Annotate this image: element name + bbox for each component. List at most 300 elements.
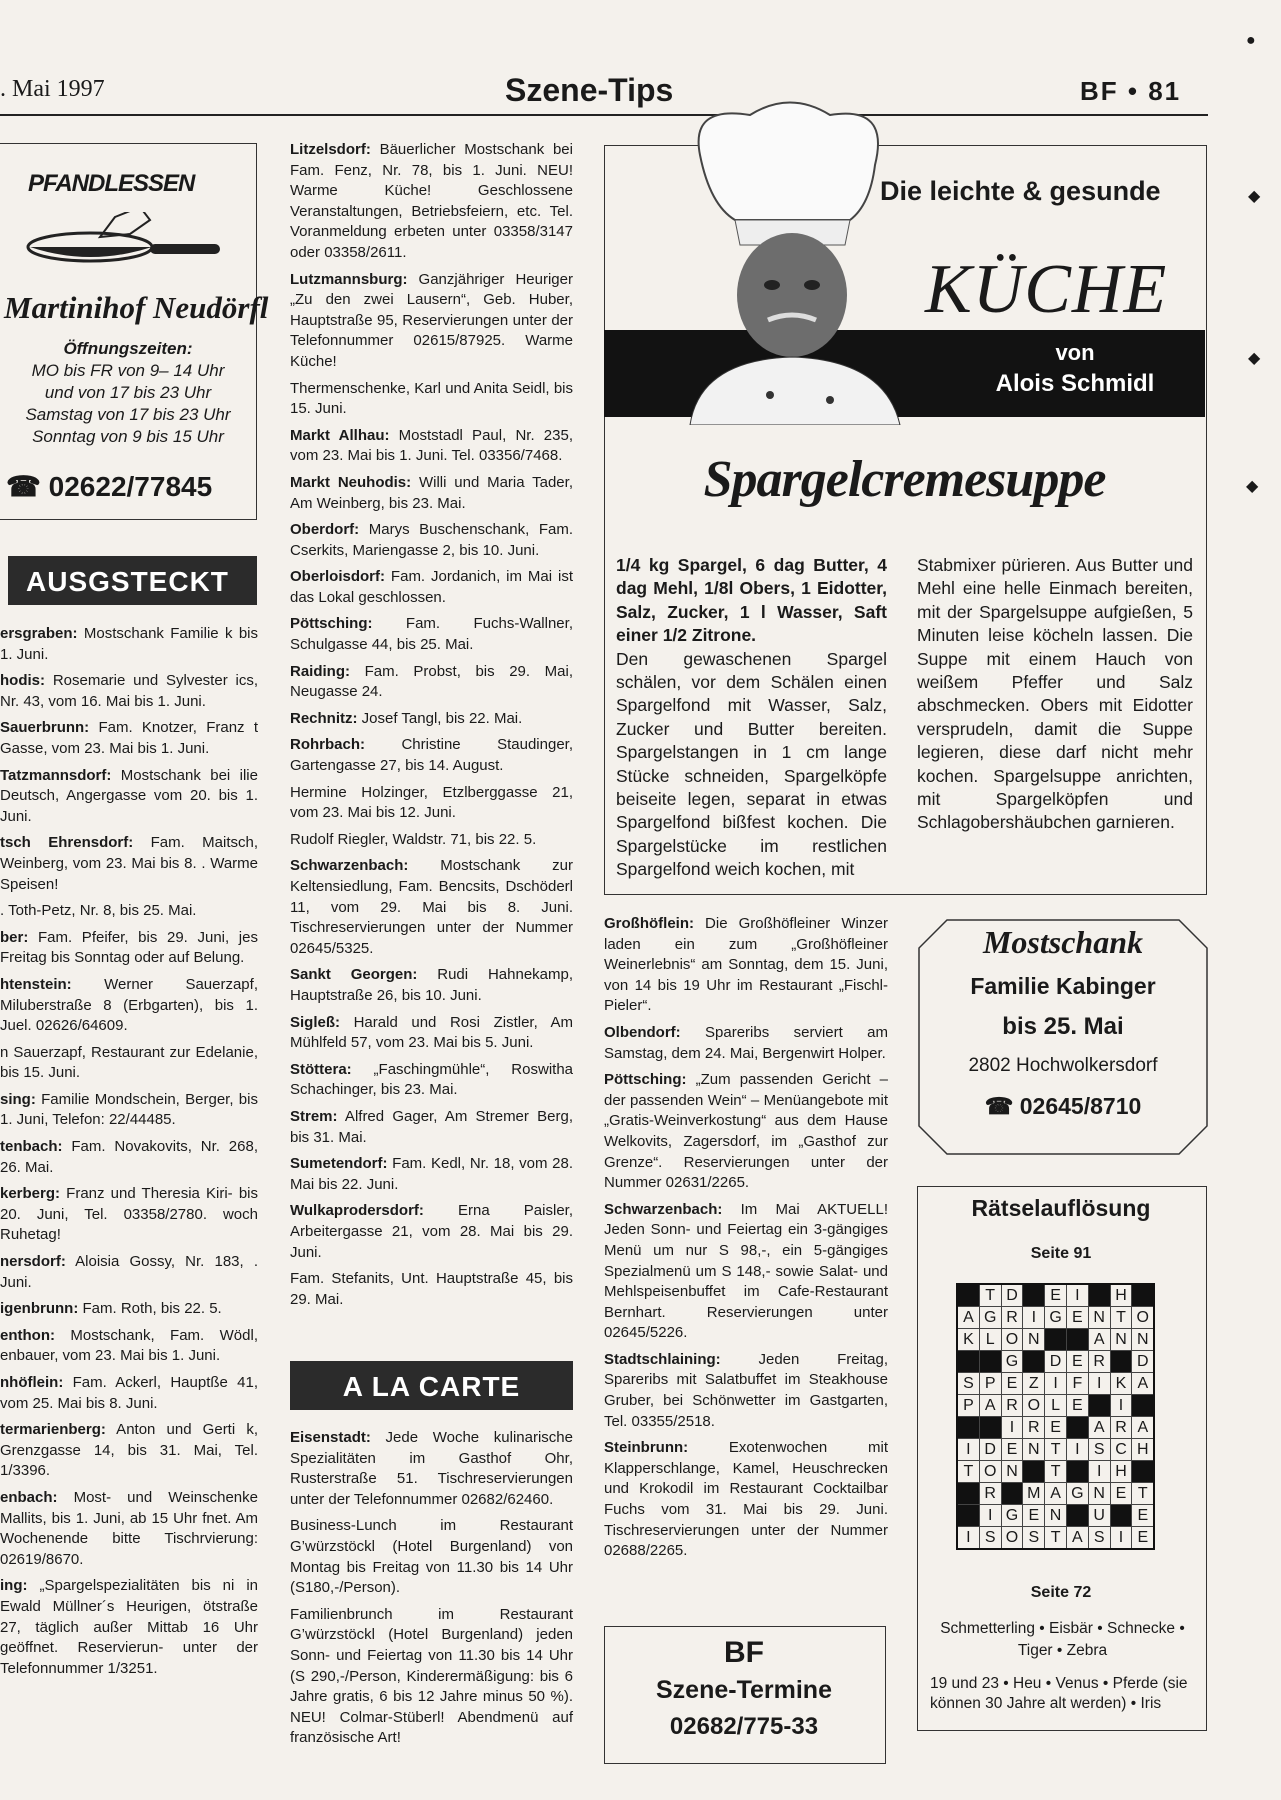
- listing-place: sing:: [0, 1090, 36, 1108]
- crossword-cell: M: [1023, 1483, 1045, 1505]
- listing-place: ber:: [0, 928, 29, 946]
- section-title: Szene-Tips: [505, 72, 674, 108]
- listing-place: Markt Allhau:: [290, 426, 390, 444]
- listing-text: Fam. Pfeifer, bis 29. Juni, jes Freitag bis Sonntag oder auf Belung.: [0, 928, 258, 967]
- puzzle-page-ref: Seite 91: [1030, 1245, 1092, 1262]
- listing-place: nersdorf:: [0, 1253, 66, 1271]
- listing-text: Business-Lunch im Restaurant G’würzstöckl (Hotel Burgenland) von Montag bis Freitag von 11.30 bis 14 Uhr (S180,-/Person).: [290, 1517, 573, 1597]
- mostschank-place: 2802 Hochwolkersdorf: [968, 1055, 1158, 1076]
- listing-text: Fam. Ackerl, Hauptße 41, vom 25. Mai bis 8. Juni.: [0, 1374, 258, 1412]
- punch-mark: ●: [1246, 32, 1256, 49]
- crossword-cell: D: [1001, 1284, 1023, 1307]
- listing-entry: [290, 379, 573, 420]
- hours-line: und von 17 bis 23 Uhr: [44, 383, 212, 402]
- crossword-cell: A: [1088, 1329, 1110, 1351]
- alacarte-list-continued: [604, 914, 888, 1568]
- crossword-black-cell: [1023, 1461, 1045, 1483]
- puzzle-answer-2: 19 und 23 • Heu • Venus • Pferde (sie können 30 Jahre alt werden) • Iris: [930, 1675, 1188, 1712]
- listing-place: Steinbrunn:: [604, 1439, 689, 1457]
- puzzle-answer-1: Schmetterling • Eisbär • Schnecke • Tiger • Zebra: [940, 1620, 1185, 1659]
- crossword-cell: T: [1110, 1307, 1132, 1329]
- listing-entry: [0, 1299, 258, 1320]
- listing-entry: [290, 270, 573, 373]
- listing-entry: [290, 614, 573, 655]
- crossword-cell: R: [1110, 1417, 1132, 1439]
- recipe-author: Alois Schmidl: [995, 370, 1155, 397]
- crossword-cell: H: [1110, 1284, 1132, 1307]
- crossword-cell: N: [1001, 1461, 1023, 1483]
- crossword-cell: E: [1066, 1395, 1088, 1417]
- crossword-row: [957, 1373, 1154, 1395]
- listing-entry: [290, 473, 573, 514]
- crossword-cell: T: [1045, 1439, 1067, 1461]
- listing-text: Thermenschenke, Karl und Anita Seidl, bis 15. Juni.: [290, 379, 573, 418]
- listing-text: Ganzjähriger Heuriger „Zu den zwei Lausern“, Geb. Huber, Hauptstraße 95, Reservierungen unter der Telefonnummer 02615/87925. Warme Küche!: [290, 270, 573, 370]
- crossword-cell: E: [1132, 1527, 1154, 1550]
- puzzle-solution-title: Rätselauflösung: [971, 1195, 1151, 1221]
- listing-place: Sumetendorf:: [290, 1155, 388, 1173]
- szene-termine-phone: 02682/775-33: [669, 1713, 819, 1740]
- crossword-black-cell: [1132, 1284, 1154, 1307]
- crossword-cell: C: [1110, 1439, 1132, 1461]
- mostschank-title: Mostschank: [982, 924, 1144, 960]
- listing-place: Wulkaprodersdorf:: [290, 1202, 424, 1220]
- crossword-cell: A: [1088, 1417, 1110, 1439]
- listing-entry: [290, 965, 573, 1006]
- crossword-cell: O: [1023, 1395, 1045, 1417]
- telephone-icon: ☎: [984, 1093, 1020, 1119]
- ausgsteckt-heading: AUSGSTECKT: [8, 556, 257, 605]
- listing-text: . Toth-Petz, Nr. 8, bis 25. Mai.: [0, 902, 197, 920]
- listing-place: Markt Neuhodis:: [290, 473, 412, 491]
- crossword-cell: I: [1066, 1284, 1088, 1307]
- bf-logo: BF: [724, 1636, 764, 1669]
- listing-text: Die Großhöfleiner Winzer laden ein zum „Großhöfleiner Weinerlebnis“ am Sonntag, dem 15. Juni, von 14 bis 19 Uhr im Restaurant „Fischl-Pieler“.: [604, 915, 888, 1015]
- crossword-cell: E: [1001, 1439, 1023, 1461]
- listing-entry: [290, 1107, 573, 1148]
- crossword-cell: T: [979, 1284, 1001, 1307]
- crossword-cell: G: [979, 1307, 1001, 1329]
- crossword-cell: T: [1045, 1461, 1067, 1483]
- crossword-cell: K: [1110, 1373, 1132, 1395]
- listing-entry: [0, 1373, 258, 1414]
- telephone-icon: ☎: [6, 471, 49, 502]
- crossword-cell: P: [979, 1373, 1001, 1395]
- listing-entry: [290, 735, 573, 776]
- puzzle-page-ref-2: Seite 72: [1030, 1584, 1092, 1601]
- listing-text: Familie Mondschein, Berger, bis 1. Juni, Telefon: 22/44485.: [0, 1090, 258, 1129]
- crossword-cell: L: [979, 1329, 1001, 1351]
- listing-entry: [290, 567, 573, 608]
- listing-place: Olbendorf:: [604, 1023, 681, 1041]
- hours-line: MO bis FR von 9– 14 Uhr: [31, 361, 225, 380]
- listing-entry: [0, 1043, 258, 1084]
- listing-entry: [290, 1605, 573, 1749]
- crossword-cell: E: [1066, 1307, 1088, 1329]
- crossword-cell: N: [1110, 1329, 1132, 1351]
- crossword-cell: D: [1045, 1351, 1067, 1373]
- listing-entry: [0, 1576, 258, 1679]
- listing-text: Aloisia Gossy, Nr. 183, . Juni.: [0, 1253, 258, 1291]
- crossword-cell: Z: [1023, 1373, 1045, 1395]
- crossword-cell: H: [1132, 1439, 1154, 1461]
- crossword-row: [957, 1351, 1154, 1373]
- recipe-series-title: KÜCHE: [925, 251, 1168, 328]
- listing-entry: [290, 1269, 573, 1310]
- crossword-cell: S: [957, 1373, 979, 1395]
- pfandlessen-ad: [0, 143, 257, 520]
- listing-place: Oberdorf:: [290, 521, 360, 539]
- crossword-row: [957, 1505, 1154, 1527]
- listing-text: Im Mai AKTUELL! Jeden Sonn- und Feiertag ein 3-gängiges Menü um nur S 98,-, ein 5-gängiges Spezialmenü um S 148,- sowie Salat- und Mehlspeisenbuffet im Cafe-Restaurant Bernhart. Reservierungen unter 02645/5226.: [604, 1200, 888, 1342]
- listing-text: Erna Paisler, Arbeitergasse 21, vom 28. Mai bis 29. Juni.: [290, 1202, 573, 1261]
- crossword-black-cell: [979, 1417, 1001, 1439]
- crossword-black-cell: [979, 1351, 1001, 1373]
- ausgsteckt-list-continued: [290, 140, 573, 1316]
- listing-entry: [604, 1350, 888, 1432]
- crossword-cell: A: [957, 1307, 979, 1329]
- crossword-cell: O: [1001, 1329, 1023, 1351]
- crossword-cell: N: [1045, 1505, 1067, 1527]
- alacarte-list: [290, 1428, 573, 1755]
- crossword-black-cell: [1110, 1351, 1132, 1373]
- listing-text: Exotenwochen mit Klapperschlange, Kamel, Heuschrecken und Krokodil im Restaurant Cocktailbar Fuchs vom 31. Mai bis 29. Juni. Tischreservierungen unter der Nummer 02688/2265.: [604, 1439, 888, 1560]
- listing-entry: [0, 671, 258, 712]
- listing-place: Sauerbrunn:: [0, 719, 90, 737]
- crossword-cell: E: [1045, 1284, 1067, 1307]
- crossword-row: [957, 1417, 1154, 1439]
- listing-place: ing:: [0, 1577, 28, 1595]
- listing-entry: [290, 1154, 573, 1195]
- crossword-black-cell: [1066, 1417, 1088, 1439]
- listing-place: Oberloisdorf:: [290, 568, 386, 586]
- szene-termine-title: Szene-Termine: [656, 1676, 832, 1704]
- crossword-cell: D: [979, 1439, 1001, 1461]
- listing-entry: [0, 766, 258, 828]
- listing-text: Moststadl Paul, Nr. 235, vom 23. Mai bis 1. Juni. Tel. 03356/7468.: [290, 426, 573, 465]
- header-rule: [0, 114, 1208, 116]
- listing-place: nhöflein:: [0, 1374, 64, 1391]
- crossword-cell: A: [1066, 1527, 1088, 1550]
- crossword-cell: T: [1132, 1483, 1154, 1505]
- crossword-cell: N: [1023, 1439, 1045, 1461]
- listing-text: Jeden Freitag, Spareribs mit Salatbuffet im Steakhouse Gruber, bei Schönwetter im Gastgarten, Tel. 03355/2518.: [604, 1350, 888, 1430]
- crossword-row: [957, 1439, 1154, 1461]
- ausgsteckt-list: [0, 624, 258, 1685]
- crossword-cell: E: [1001, 1373, 1023, 1395]
- crossword-cell: G: [1045, 1307, 1067, 1329]
- listing-place: htenstein:: [0, 975, 72, 993]
- listing-entry: [290, 662, 573, 703]
- crossword-cell: O: [1132, 1307, 1154, 1329]
- crossword-cell: S: [1023, 1527, 1045, 1550]
- listing-entry: [290, 1013, 573, 1054]
- listing-entry: [0, 624, 258, 665]
- crossword-cell: O: [979, 1461, 1001, 1483]
- crossword-cell: R: [1023, 1417, 1045, 1439]
- alacarte-heading: A LA CARTE: [290, 1361, 573, 1410]
- crossword-black-cell: [957, 1505, 979, 1527]
- listing-place: Schwarzenbach:: [290, 857, 409, 875]
- listing-place: Stöttera:: [290, 1060, 352, 1078]
- listing-text: Anton und Gerti k, Grenzgasse 14, bis 31. Mai, Tel. 1/3396.: [0, 1421, 258, 1480]
- mostschank-phone: [917, 1093, 1209, 1120]
- crossword-black-cell: [1023, 1351, 1045, 1373]
- listing-text: Mostschank, Fam. Wödl, enbauer, vom 23. Mai bis 1. Juni.: [0, 1326, 258, 1365]
- crossword-cell: D: [1132, 1351, 1154, 1373]
- listing-entry: [0, 1326, 258, 1367]
- listing-place: Großhöflein:: [604, 915, 694, 932]
- crossword-black-cell: [1132, 1461, 1154, 1483]
- listing-place: enthon:: [0, 1326, 55, 1344]
- crossword-cell: G: [1001, 1505, 1023, 1527]
- crossword-row: [957, 1527, 1154, 1550]
- listing-entry: [290, 856, 573, 959]
- listing-entry: [290, 1516, 573, 1598]
- opening-hours: [0, 338, 256, 448]
- crossword-cell: I: [957, 1527, 979, 1550]
- crossword-cell: R: [1001, 1395, 1023, 1417]
- listing-text: Mostschank bei ilie Deutsch, Angergasse vom 20. bis 1. Juni.: [0, 766, 258, 825]
- listing-place: Eisenstadt:: [290, 1429, 371, 1446]
- listing-place: Tatzmannsdorf:: [0, 766, 112, 784]
- crossword-grid: [956, 1283, 1155, 1550]
- crossword-row: [957, 1461, 1154, 1483]
- listing-entry: [604, 1070, 888, 1194]
- restaurant-name: Martinihof Neudörfl: [4, 290, 269, 325]
- crossword-cell: I: [1066, 1439, 1088, 1461]
- listing-entry: [604, 914, 888, 1017]
- crossword-cell: S: [979, 1527, 1001, 1550]
- listing-text: „Spargelspezialitäten bis ni in Ewald Müllner´s Heurigen, ötstraße 27, täglich außer Mittab 16 Uhr geöffnet. Reservierun- unter der Telefonnummer 1/3251.: [0, 1577, 258, 1677]
- listing-place: Pöttsching:: [290, 615, 373, 633]
- listing-entry: [604, 1438, 888, 1562]
- listing-entry: [0, 1252, 258, 1293]
- recipe-tagline: Die leichte & gesunde: [880, 176, 1161, 206]
- listing-text: Willi und Maria Tader, Am Weinberg, bis 23. Mai.: [290, 473, 573, 512]
- listing-entry: [290, 140, 573, 264]
- listing-text: Werner Sauerzapf, Miluberstraße 8 (Erbgarten), bis 1. Juel. 02626/64609.: [0, 975, 258, 1035]
- crossword-cell: I: [1110, 1527, 1132, 1550]
- frying-pan-illustration: [20, 212, 230, 272]
- crossword-cell: E: [1132, 1505, 1154, 1527]
- listing-text: Fam. Fuchs-Wallner, Schulgasse 44, bis 25. Mai.: [290, 615, 573, 654]
- listing-text: Rudolf Riegler, Waldstr. 71, bis 22. 5.: [290, 830, 537, 848]
- listing-text: Fam. Probst, bis 29. Mai, Neugasse 24.: [290, 662, 573, 701]
- crossword-row: [957, 1483, 1154, 1505]
- listing-text: Fam. Knotzer, Franz t Gasse, vom 23. Mai bis 1. Juni.: [0, 719, 258, 757]
- preparation-steps: Den gewaschenen Spargel schälen, vor dem Schälen einen Spargelfond mit Wasser, Salz, Zucker und Butter bereiten. Spargelstangen in 1 cm lange Stücke schneiden, Spargelköpfe beiseite legen, separat in etwas Spargelfond bißfest kochen. Die Spargelstücke im restlichen Spargelfond weich kochen, mit: [616, 648, 887, 880]
- listing-text: Mostschank zur Keltensiedlung, Fam. Bencsits, Dschöderl 11, vom 29. Mai bis 8. Juni. Tischreservierungen unter der Nummer 02645/5325.: [290, 857, 573, 957]
- listing-place: Rechnitz:: [290, 709, 358, 727]
- hours-title: Öffnungszeiten:: [63, 339, 193, 358]
- crossword-cell: I: [1001, 1417, 1023, 1439]
- listing-place: enbach:: [0, 1488, 58, 1506]
- listing-text: „Faschingmühle“, Roswitha Schachinger, bis 23. Mai.: [290, 1060, 573, 1099]
- listing-place: Schwarzenbach:: [604, 1200, 723, 1218]
- crossword-cell: O: [1001, 1527, 1023, 1550]
- crossword-cell: R: [1001, 1307, 1023, 1329]
- mostschank-until: bis 25. Mai: [1002, 1013, 1124, 1040]
- listing-text: Bäuerlicher Mostschank bei Fam. Fenz, Nr. 78, bis 1. Juni. NEU! Warme Küche! Geschlossene Veranstaltungen, Betriebsfeiern, etc. Tel. Voranmeldung erbeten unter 03358/3147 oder 03358/2611.: [290, 141, 573, 261]
- crossword-cell: E: [1066, 1351, 1088, 1373]
- listing-place: Litzelsdorf:: [290, 141, 371, 158]
- crossword-cell: A: [1132, 1373, 1154, 1395]
- crossword-black-cell: [1088, 1395, 1110, 1417]
- hours-line: Sonntag von 9 bis 15 Uhr: [32, 427, 224, 446]
- listing-text: Fam. Roth, bis 22. 5.: [78, 1300, 222, 1318]
- recipe-text-right: Stabmixer pürieren. Aus Butter und Mehl eine helle Einmach bereiten, mit der Spargelsuppe aufgießen, 5 Minuten leise köcheln lassen. Die Suppe mit einem Hauch von weißem Pfeffer und Salz abschmecken. Obers mit Eidotter versprudeln, damit die Suppe legieren, diese darf nicht mehr kochen. Spargelsuppe anrichten, mit Spargelköpfen und Schlagobershäubchen garnieren.: [917, 555, 1193, 833]
- listing-place: Rohrbach:: [290, 736, 365, 754]
- crossword-black-cell: [1023, 1284, 1045, 1307]
- crossword-row: [957, 1307, 1154, 1329]
- listing-text: Fam. Maitsch, Weinberg, vom 23. Mai bis 8. . Warme Speisen!: [0, 834, 259, 893]
- listing-entry: [604, 1200, 888, 1344]
- listing-place: Stadtschlaining:: [604, 1350, 721, 1368]
- crossword-cell: S: [1088, 1527, 1110, 1550]
- listing-entry: [0, 1184, 258, 1246]
- listing-text: Rudi Hahnekamp, Hauptstraße 26, bis 10. Juni.: [290, 966, 574, 1004]
- phone-number: 02645/8710: [1019, 1093, 1142, 1119]
- listing-place: tsch Ehrensdorf:: [0, 834, 134, 852]
- listing-entry: [290, 709, 573, 730]
- crossword-cell: K: [957, 1329, 979, 1351]
- crossword-black-cell: [957, 1417, 979, 1439]
- listing-text: „Zum passenden Gericht – der passenden Wein“ – Menüangebote mit „Gratis-Weinverkostung“ aus dem Hause Welkovits, Zagersdorf, im „Gasthof zur Grenze“. Reservierungen unter der Nummer 02631/2265.: [604, 1071, 888, 1192]
- punch-mark: ◆: [1246, 478, 1259, 495]
- crossword-cell: N: [1023, 1329, 1045, 1351]
- crossword-cell: N: [1132, 1329, 1154, 1351]
- crossword-row: [957, 1284, 1154, 1307]
- listing-text: Franz und Theresia Kiri- bis 20. Juni, Tel. 03358/2780. woch Ruhetag!: [0, 1185, 258, 1244]
- listing-entry: [290, 1428, 573, 1510]
- crossword-cell: E: [1110, 1483, 1132, 1505]
- listing-place: kerberg:: [0, 1185, 61, 1203]
- chef-photo: [660, 95, 920, 425]
- listing-place: Sankt Georgen:: [290, 966, 418, 984]
- pfandlessen-phone: [6, 470, 212, 503]
- crossword-cell: R: [1088, 1351, 1110, 1373]
- dish-title: Spargelcremesuppe: [703, 451, 1106, 508]
- crossword-row: [957, 1329, 1154, 1351]
- punch-mark: ◆: [1248, 188, 1261, 205]
- crossword-cell: E: [1045, 1417, 1067, 1439]
- punch-mark: ◆: [1248, 350, 1261, 367]
- crossword-cell: G: [1066, 1483, 1088, 1505]
- crossword-cell: N: [1088, 1307, 1110, 1329]
- listing-place: Lutzmannsburg:: [290, 270, 408, 288]
- crossword-black-cell: [1132, 1395, 1154, 1417]
- listing-entry: [290, 1060, 573, 1101]
- crossword-black-cell: [957, 1351, 979, 1373]
- listing-text: Christine Staudinger, Gartengasse 27, bis 14. August.: [290, 736, 573, 775]
- crossword-cell: P: [957, 1395, 979, 1417]
- crossword-black-cell: [1066, 1329, 1088, 1351]
- listing-place: Raiding:: [290, 662, 350, 680]
- crossword-cell: S: [1088, 1439, 1110, 1461]
- listing-entry: [0, 1420, 258, 1482]
- listing-text: Hermine Holzinger, Etzlberggasse 21, vom 23. Mai bis 12. Juni.: [290, 783, 573, 822]
- phone-number: 02622/77845: [48, 471, 213, 502]
- listing-text: Fam. Kedl, Nr. 18, vom 28. Mai bis 22. Juni.: [290, 1155, 573, 1193]
- crossword-black-cell: [957, 1483, 979, 1505]
- crossword-cell: N: [1088, 1483, 1110, 1505]
- listing-text: Josef Tangl, bis 22. Mai.: [357, 709, 523, 727]
- listing-text: Fam. Stefanits, Unt. Hauptstraße 45, bis 29. Mai.: [290, 1270, 573, 1308]
- listing-entry: [290, 426, 573, 467]
- crossword-cell: U: [1088, 1505, 1110, 1527]
- crossword-cell: T: [957, 1461, 979, 1483]
- ingredients: 1/4 kg Spargel, 6 dag Butter, 4 dag Mehl, 1/8l Obers, 1 Eidotter, Salz, Zucker, 1 l Wasser, Saft einer 1/2 Zitrone.: [616, 555, 887, 646]
- crossword-cell: I: [1110, 1395, 1132, 1417]
- listing-entry: [290, 1201, 573, 1263]
- listing-entry: [290, 783, 573, 824]
- listing-entry: [0, 1137, 258, 1178]
- crossword-cell: I: [957, 1439, 979, 1461]
- listing-place: termarienberg:: [0, 1421, 106, 1439]
- listing-place: Pöttsching:: [604, 1071, 687, 1089]
- crossword-cell: G: [1001, 1351, 1023, 1373]
- listing-entry: [290, 830, 573, 851]
- listing-entry: [604, 1023, 888, 1064]
- crossword-black-cell: [1088, 1284, 1110, 1307]
- listing-text: Rosemarie und Sylvester ics, Nr. 43, vom 16. Mai bis 1. Juni.: [0, 672, 258, 710]
- crossword-black-cell: [957, 1284, 979, 1307]
- crossword-row: [957, 1395, 1154, 1417]
- crossword-black-cell: [1066, 1461, 1088, 1483]
- listing-place: tenbach:: [0, 1138, 63, 1156]
- crossword-cell: L: [1045, 1395, 1067, 1417]
- crossword-black-cell: [1001, 1483, 1023, 1505]
- crossword-cell: A: [979, 1395, 1001, 1417]
- listing-place: Strem:: [290, 1107, 338, 1125]
- listing-entry: [0, 833, 258, 895]
- listing-text: n Sauerzapf, Restaurant zur Edelanie, bis 15. Juni.: [0, 1043, 258, 1082]
- listing-text: Spareribs serviert am Samstag, dem 24. Mai, Bergenwirt Holper.: [604, 1023, 888, 1062]
- crossword-cell: E: [1023, 1505, 1045, 1527]
- listing-text: Familienbrunch im Restaurant G’würzstöckl (Hotel Burgenland) jeden Sonn- und Feiertag von 11.30 bis 14 Uhr (S 290,-/Person, Kinderermäßigung: bis 6 Jahre gratis, 6 bis 12 Jahre minus 50 %). NEU! Colmar-Stüberl! Abendmenü auf französische Art!: [290, 1605, 573, 1747]
- listing-entry: [0, 928, 258, 969]
- crossword-black-cell: [1110, 1505, 1132, 1527]
- crossword-cell: I: [1088, 1461, 1110, 1483]
- listing-entry: [0, 1488, 258, 1570]
- page-number: BF • 81: [1080, 76, 1182, 106]
- crossword-cell: A: [1132, 1417, 1154, 1439]
- listing-place: igenbrunn:: [0, 1300, 79, 1318]
- listing-place: hodis:: [0, 672, 45, 690]
- crossword-black-cell: [1066, 1505, 1088, 1527]
- listing-entry: [290, 520, 573, 561]
- listing-text: Most- und Weinschenke Mallits, bis 1. Juni, ab 15 Uhr fnet. Am Wochenende bitte Tischrvierung: 02619/8670.: [0, 1488, 258, 1568]
- recipe-text-left: [616, 554, 887, 882]
- crossword-cell: I: [1088, 1373, 1110, 1395]
- crossword-cell: A: [1045, 1483, 1067, 1505]
- issue-date: . Mai 1997: [0, 76, 105, 102]
- listing-entry: [0, 975, 258, 1037]
- crossword-cell: I: [979, 1505, 1001, 1527]
- crossword-cell: F: [1066, 1373, 1088, 1395]
- listing-entry: [0, 901, 258, 922]
- mostschank-family: Familie Kabinger: [970, 973, 1156, 999]
- listing-text: Harald und Rosi Zistler, Am Mühlfeld 57, vom 23. Mai bis 5. Juni.: [290, 1013, 573, 1052]
- listing-text: Marys Buschenschank, Fam. Cserkits, Mariengasse 2, bis 10. Juni.: [290, 521, 573, 559]
- hours-line: Samstag von 17 bis 23 Uhr: [25, 405, 231, 424]
- crossword-cell: H: [1110, 1461, 1132, 1483]
- listing-text: Jede Woche kulinarische Spezialitäten im Gasthof Ohr, Rusterstraße 51. Tischreservierungen unter der Telefonnummer 02682/62460.: [290, 1429, 573, 1508]
- crossword-cell: R: [979, 1483, 1001, 1505]
- listing-place: ersgraben:: [0, 625, 78, 642]
- listing-entry: [0, 718, 258, 759]
